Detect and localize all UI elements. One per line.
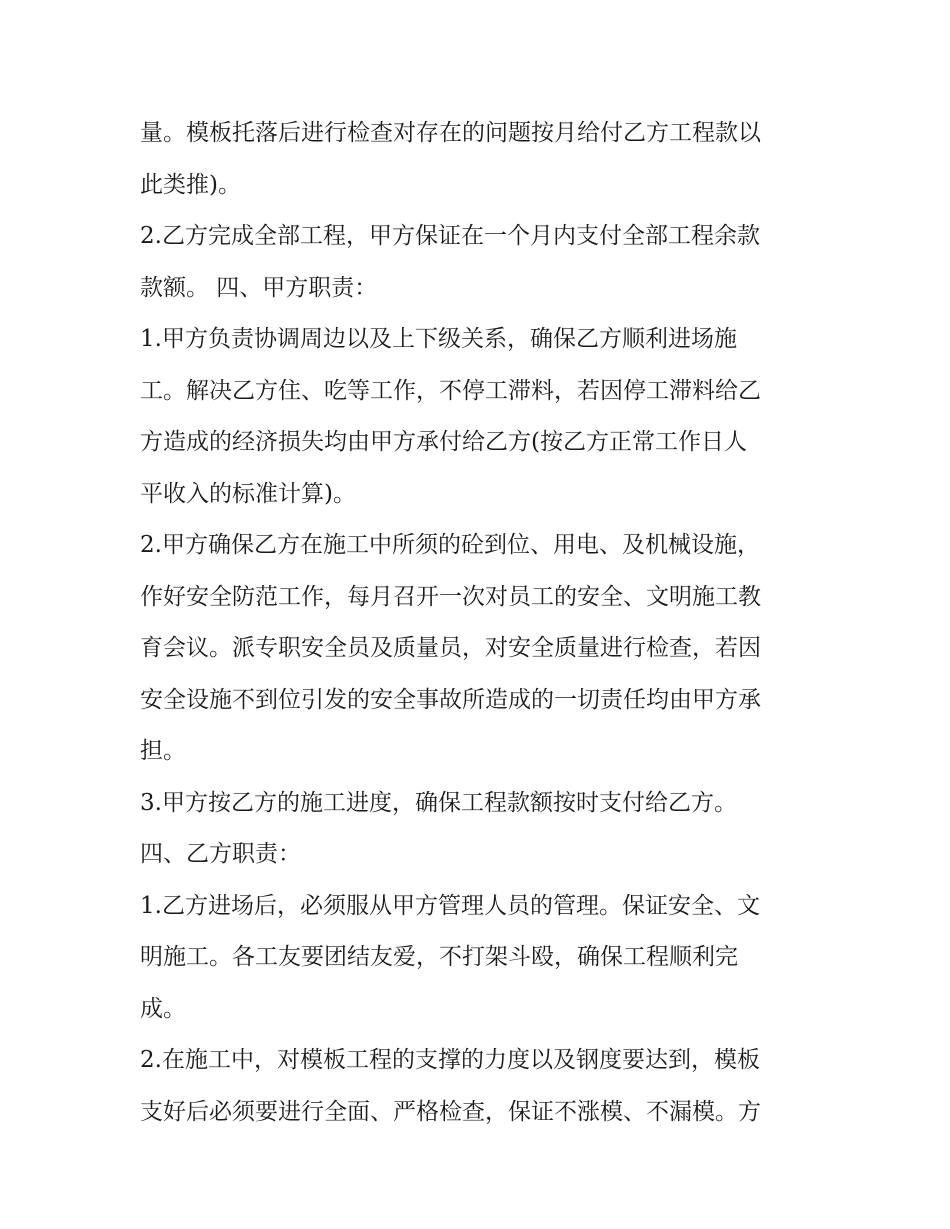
text-line: 量。模板托落后进行检查对存在的问题按月给付乙方工程款以 [140,120,761,146]
text-line: 款额。 四、甲方职责： [140,274,378,301]
text-line: 3.甲方按乙方的施工进度，确保工程款额按时支付给乙方。 [140,789,737,816]
text-line: 2.在施工中，对模板工程的支撑的力度以及钢度要达到，模板 [140,1047,760,1073]
text-line: 担。 [140,738,186,764]
text-line: 作好安全防范工作，每月召开一次对员工的安全、文明施工教 [140,583,761,610]
text-line: 1.甲方负责协调周边以及上下级关系，确保乙方顺利进场施 [140,326,737,352]
text-line: 成。 [140,995,186,1022]
text-line: 1.乙方进场后，必须服从甲方管理人员的管理。保证安全、文 [140,892,760,919]
text-line: 育会议。派专职安全员及质量员，对安全质量进行检查，若因 [140,635,761,661]
text-line: 工。解决乙方住、吃等工作，不停工滞料，若因停工滞料给乙 [140,377,761,404]
text-line: 四、乙方职责： [140,841,301,867]
text-line: 安全设施不到位引发的安全事故所造成的一切责任均由甲方承 [140,686,761,713]
text-line: 方造成的经济损失均由甲方承付给乙方(按乙方正常工作日人 [140,429,747,455]
contract-text-body [140,108,830,1138]
text-line: 2.乙方完成全部工程，甲方保证在一个月内支付全部工程余款 [140,223,760,249]
text-line: 支好后必须要进行全面、严格检查，保证不涨模、不漏模。方 [140,1098,761,1125]
text-line: 此类推)。 [140,171,241,198]
text-line: 2.甲方确保乙方在施工中所须的砼到位、用电、及机械设施， [140,532,760,558]
text-line: 明施工。各工友要团结友爱，不打架斗殴，确保工程顺利完 [140,944,738,970]
text-line: 平收入的标准计算)。 [140,480,356,507]
